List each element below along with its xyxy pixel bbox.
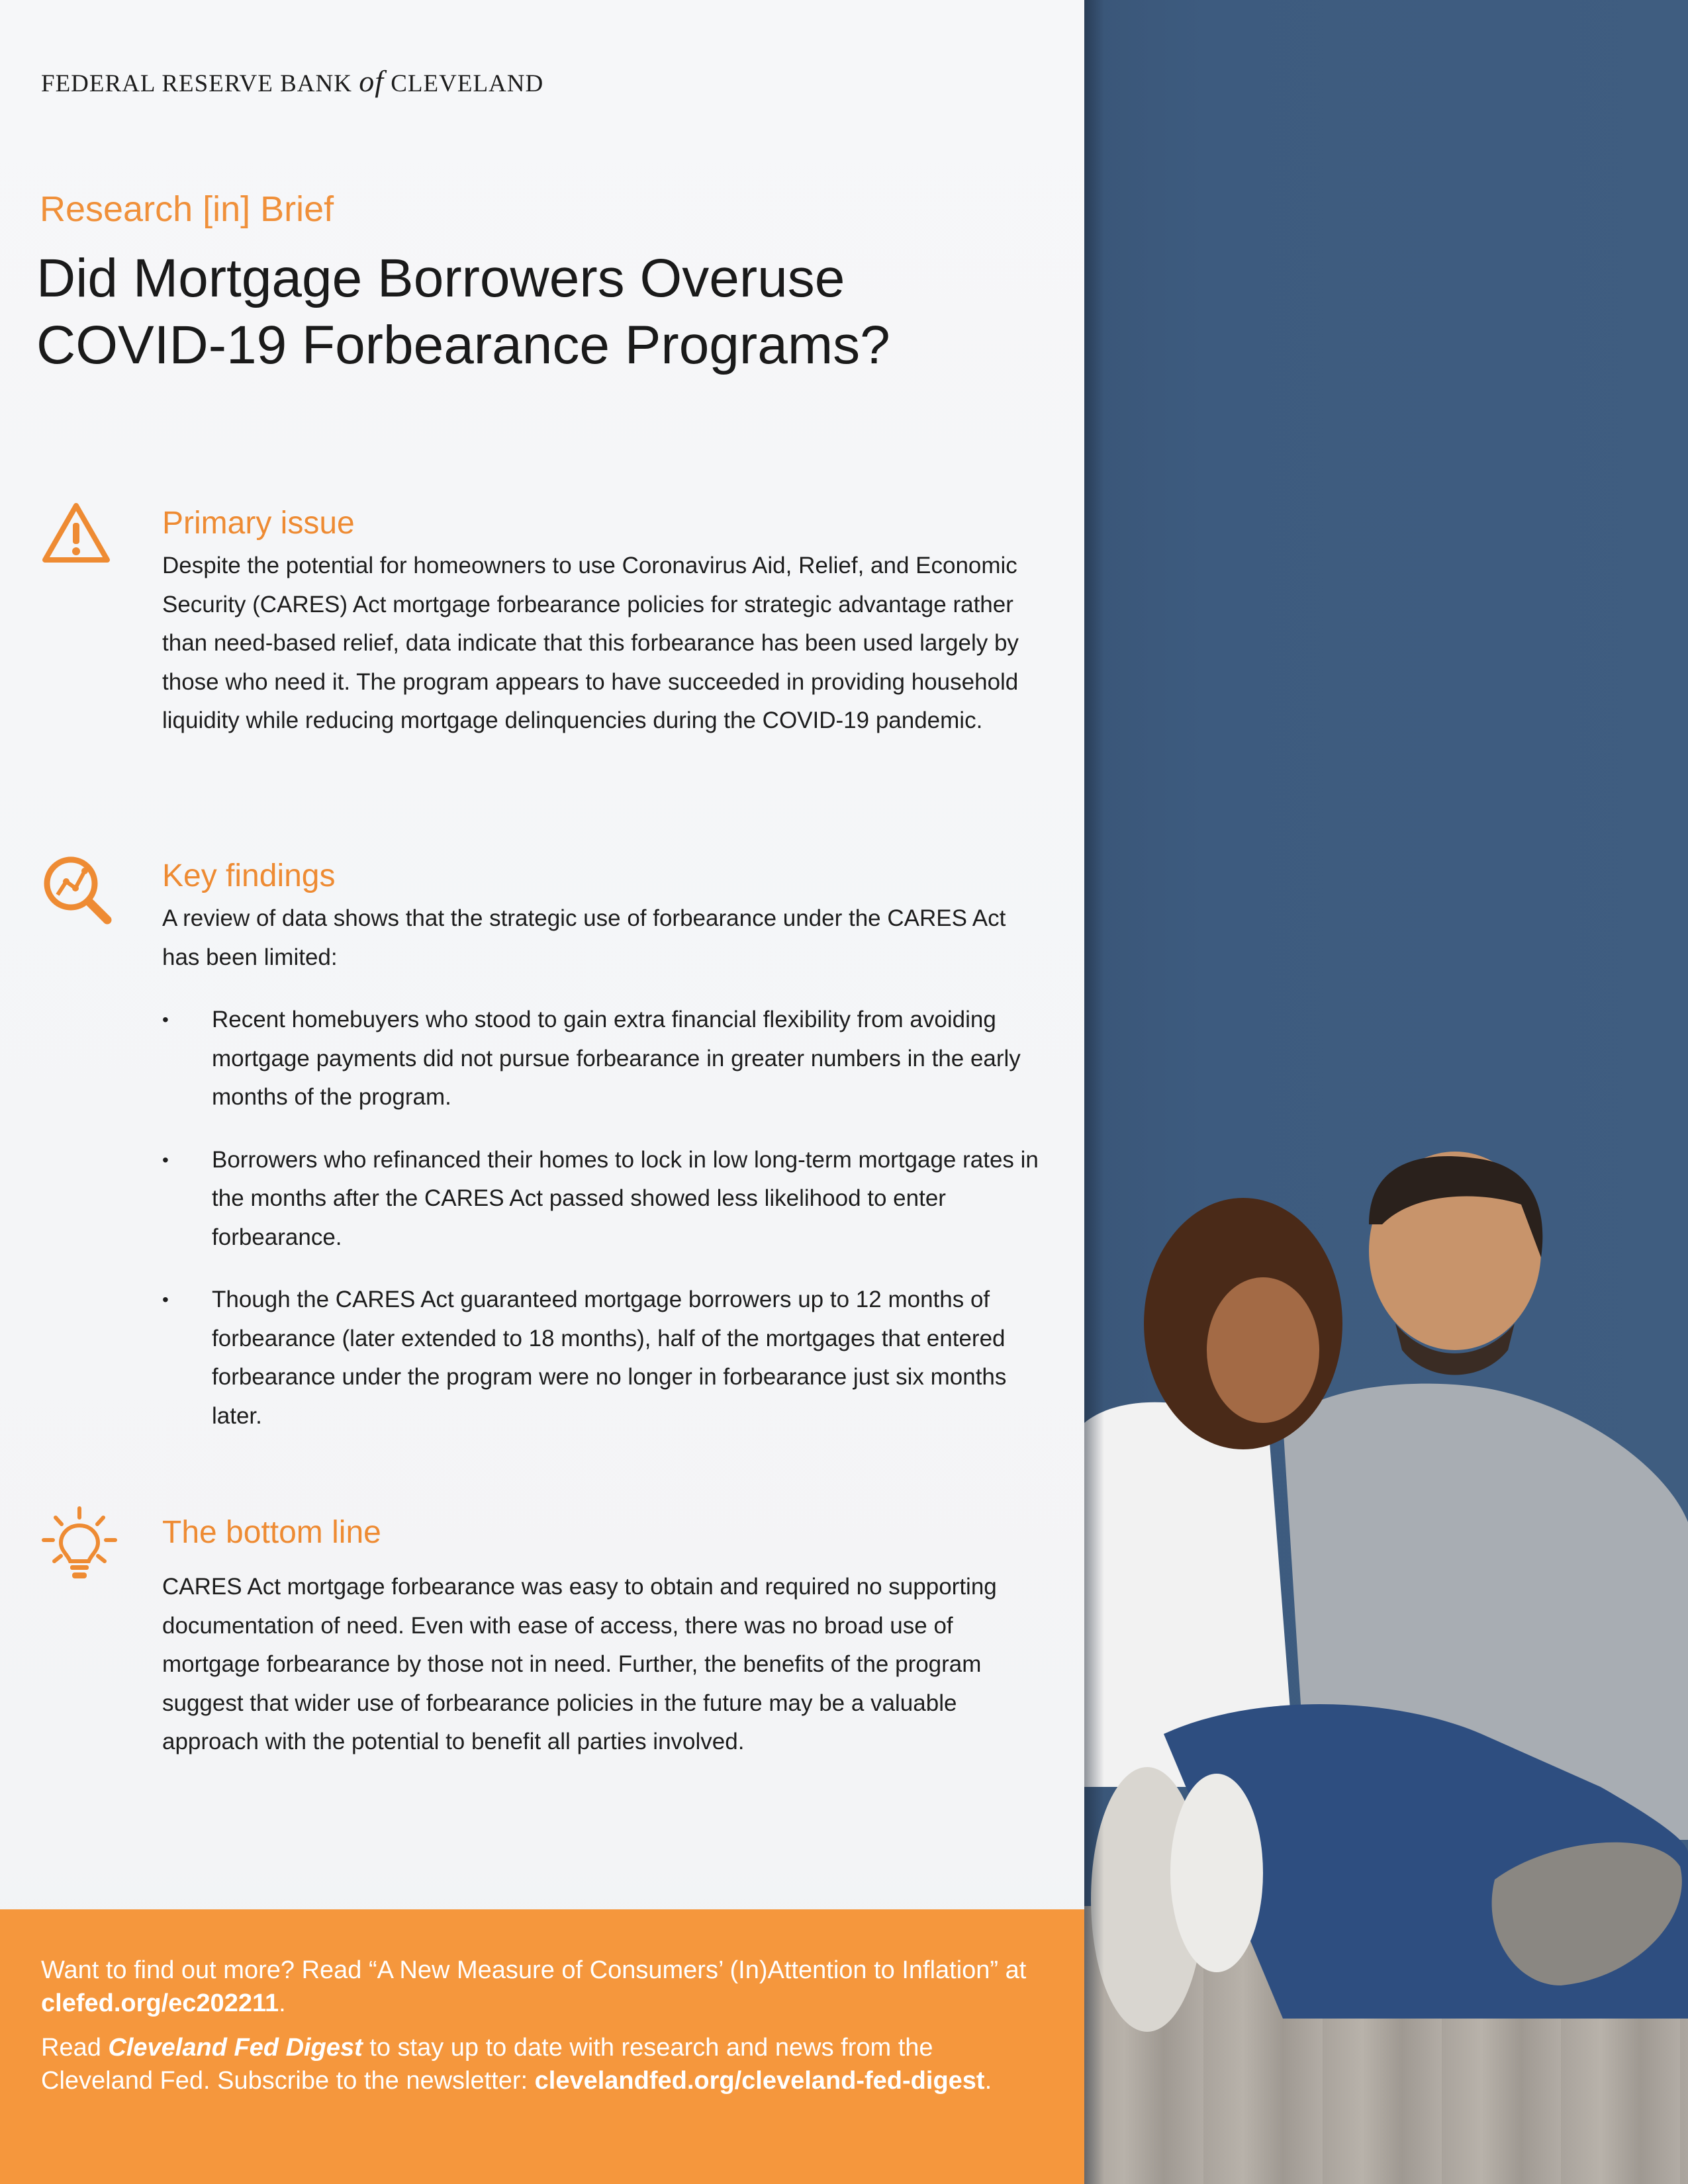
couple-illustration [1084,0,1688,2184]
page-title [36,245,1029,379]
title-line-1: Did Mortgage Borrowers Overuse [36,248,845,308]
footer-period-2: . [984,2067,992,2095]
warning-triangle-icon [41,502,111,565]
footer-read-more [41,1954,1047,2020]
bottom-line-body: CARES Act mortgage forbearance was easy to obtain and required no supporting documentation of need. Even with ease of access, there was no broad use of mortgage forbearance by those not in need. Further, the benefits of the program suggest that wider use of forbearance policies in the future may be a valuable approach with the potential to benefit all parties involved. [162,1574,997,1754]
woman-sneaker [1170,1774,1263,1972]
footer-banner [0,1909,1084,2184]
key-findings-list [162,1001,1043,1459]
footer-digest-prefix: Read [41,2034,109,2062]
link-cleveland-fed-digest[interactable]: clevelandfed.org/cleveland-fed-digest [534,2067,985,2095]
org-name-part1: FEDERAL RESERVE BANK [41,70,359,97]
link-ec202211[interactable]: clefed.org/ec202211 [41,1989,279,2017]
footer-digest [41,2031,1047,2097]
magnifier-chart-icon [41,854,114,927]
publication-name: Cleveland Fed Digest [108,2034,363,2062]
list-item: • Recent homebuyers who stood to gain extra financial flexibility from avoiding mortgage payments did not pursue forbearance in greater numbers in the early months of the program. [162,1001,1043,1117]
woman-face [1207,1277,1319,1423]
footer-period-1: . [279,1989,286,2017]
section-heading-bottom-line: The bottom line [162,1515,381,1550]
panel-shadow [1084,0,1104,2184]
footer-read-more-text: Want to find out more? Read “A New Measure of Consumers’ (In)Attention to Inflation” at [41,1956,1027,1984]
list-item: • Though the CARES Act guaranteed mortgage borrowers up to 12 months of forbearance (later extended to 18 months), half of the mortgages that entered forbearance under the program were no longer in forbearance just six months later. [162,1281,1043,1435]
org-name-part2: CLEVELAND [384,70,544,97]
key-findings-intro: A review of data shows that the strategic use of forbearance under the CARES Act has been limited: [162,905,1006,970]
section-heading-key-findings: Key findings [162,858,336,893]
primary-issue-body: Despite the potential for homeowners to use Coronavirus Aid, Relief, and Economic Security (CARES) Act mortgage forbearance policies for strategic advantage rather than need-based relief, data indicate that this forbearance has been used largely by those who need it. The program appears to have succeeded in providing household liquidity while reducing mortgage delinquencies during the COVID-19 pandemic. [162,553,1019,733]
org-logo [41,64,543,99]
lightbulb-icon [40,1506,119,1585]
org-name-of: of [359,64,384,98]
footer-digest-text: to stay up to date with research and news from the Cleveland Fed. Subscribe to the newsletter: [41,2034,933,2095]
series-kicker: Research [in] Brief [40,189,334,229]
section-heading-primary-issue: Primary issue [162,506,355,541]
list-item: • Borrowers who refinanced their homes to lock in low long-term mortgage rates in the months after the CARES Act passed showed less likelihood to enter forbearance. [162,1141,1043,1257]
title-line-2: COVID-19 Forbearance Programs? [36,315,890,375]
couple-photo [1084,0,1688,2184]
